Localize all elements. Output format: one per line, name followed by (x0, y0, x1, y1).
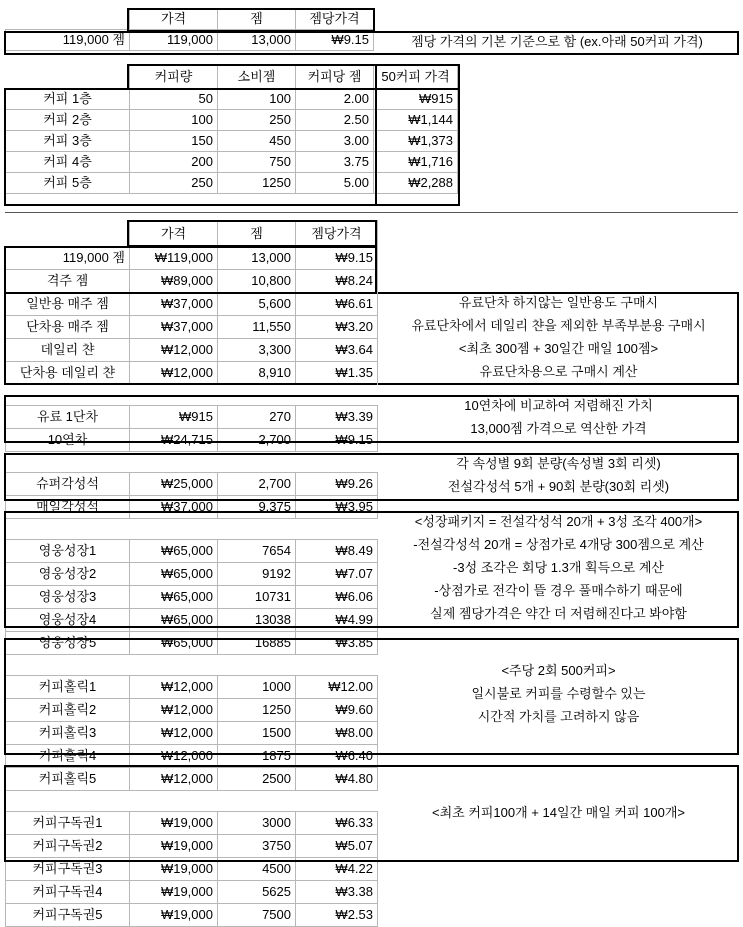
price-cell: ₩119,000 (130, 247, 218, 270)
row-label: 커피구독권1 (6, 812, 130, 835)
coffee-amount-cell: 150 (130, 131, 218, 152)
table-row (6, 858, 378, 881)
price-cell: ₩89,000 (130, 270, 218, 293)
gem-cell: 10,800 (218, 270, 296, 293)
gem-cell: 3000 (218, 812, 296, 835)
gem-cell: 2500 (218, 768, 296, 791)
row-label: 영웅성장3 (6, 586, 130, 609)
gem-cell: 7500 (218, 904, 296, 927)
table-row (6, 768, 378, 791)
row-label: 데일리 챤 (6, 339, 130, 362)
note-text: <최초 커피100개 + 14일간 매일 커피 100개> (432, 805, 685, 820)
per-gem-cell: ₩9.26 (296, 473, 378, 496)
note-text: <최초 300젬 + 30일간 매일 100젬> (458, 341, 659, 356)
price-cell: 119,000 (130, 30, 218, 51)
per-gem-cell: ₩3.95 (296, 496, 378, 519)
row-label: 119,000 젬 (6, 30, 130, 51)
row-label: 커피홀릭2 (6, 699, 130, 722)
table-row (6, 676, 378, 699)
coffee50-price-cell: ₩915 (374, 89, 458, 110)
column-header: 가격 (130, 9, 218, 30)
price-cell: ₩65,000 (130, 563, 218, 586)
row-label: 커피구독권4 (6, 881, 130, 904)
price-cell: ₩12,000 (130, 745, 218, 768)
price-cell: ₩12,000 (130, 339, 218, 362)
gem-cost-cell: 1250 (218, 173, 296, 194)
gem-per-coffee-cell: 3.00 (296, 131, 374, 152)
note-text: 시간적 가치를 고려하지 않음 (477, 709, 640, 724)
table-row (6, 632, 378, 655)
per-gem-cell: ₩9.60 (296, 699, 378, 722)
table-row (6, 89, 458, 110)
price-cell: ₩37,000 (130, 316, 218, 339)
column-header: 젬 (218, 9, 296, 30)
table-row (6, 316, 378, 339)
row-label: 커피구독권3 (6, 858, 130, 881)
table-row (6, 429, 378, 452)
note-text: 유료단차에서 데일리 챤을 제외한 부족부분용 구매시 (411, 318, 706, 333)
note-text: 유료단차용으로 구매시 계산 (479, 364, 638, 379)
table-row (6, 699, 378, 722)
row-label: 격주 젬 (6, 270, 130, 293)
note-text: -전설각성석 20개 = 상점가로 4개당 300젬으로 계산 (413, 537, 704, 552)
row-label: 커피홀릭3 (6, 722, 130, 745)
per-gem-cell: ₩3.20 (296, 316, 378, 339)
table-row (6, 586, 378, 609)
column-header: 50커피 가격 (374, 65, 458, 89)
per-gem-cell: ₩8.00 (296, 722, 378, 745)
table-row (6, 173, 458, 194)
table-row (6, 745, 378, 768)
note-text: <성장패키지 = 전설각성석 20개 + 3성 조각 400개> (414, 514, 703, 529)
per-gem-cell: ₩3.39 (296, 406, 378, 429)
per-gem-cell: ₩1.35 (296, 362, 378, 385)
header-blank (6, 221, 130, 247)
table-row (6, 406, 378, 429)
per-gem-cell: ₩2.53 (296, 904, 378, 927)
per-gem-cell: ₩9.15 (296, 247, 378, 270)
note-text: 10연차에 비교하여 저렴해진 가치 (464, 398, 653, 413)
per-gem-cell: ₩4.80 (296, 768, 378, 791)
price-cell: ₩19,000 (130, 881, 218, 904)
gem-cost-cell: 750 (218, 152, 296, 173)
gem-value-table (5, 220, 378, 927)
note-text: 일시불로 커피를 수령할수 있는 (471, 686, 646, 701)
row-label: 커피 3층 (6, 131, 130, 152)
gem-cell: 2,700 (218, 429, 296, 452)
row-label: 단차용 데일리 챤 (6, 362, 130, 385)
per-gem-cell: ₩6.06 (296, 586, 378, 609)
row-label: 단차용 매주 젬 (6, 316, 130, 339)
header-blank (6, 65, 130, 89)
table-row (6, 362, 378, 385)
gem-cell: 13,000 (218, 30, 296, 51)
table-row (6, 812, 378, 835)
coffee50-price-cell: ₩1,373 (374, 131, 458, 152)
price-cell: ₩19,000 (130, 812, 218, 835)
row-label: 영웅성장2 (6, 563, 130, 586)
table-row (6, 152, 458, 173)
per-gem-cell: ₩8.24 (296, 270, 378, 293)
coffee-amount-cell: 200 (130, 152, 218, 173)
row-label: 119,000 젬 (6, 247, 130, 270)
gem-cell: 9,375 (218, 496, 296, 519)
per-gem-cell: ₩6.61 (296, 293, 378, 316)
gem-cell: 2,700 (218, 473, 296, 496)
table-row (6, 110, 458, 131)
price-cell: ₩65,000 (130, 609, 218, 632)
per-gem-cell: ₩8.49 (296, 540, 378, 563)
gem-cell: 3750 (218, 835, 296, 858)
note-text: 전설각성석 5개 + 90회 분량(30회 리셋) (447, 479, 670, 494)
gem-cell: 3,300 (218, 339, 296, 362)
note-text: 각 속성별 9회 분량(속성별 3회 리셋) (456, 456, 661, 471)
gem-cell: 9192 (218, 563, 296, 586)
note-text: <주당 2회 500커피> (501, 663, 616, 678)
note-text: -상점가로 전각이 뜰 경우 풀매수하기 때문에 (434, 583, 683, 598)
per-gem-cell: ₩4.22 (296, 858, 378, 881)
header-blank (6, 9, 130, 30)
coffee-amount-cell: 250 (130, 173, 218, 194)
gem-cell: 11,550 (218, 316, 296, 339)
per-gem-cell: ₩6.40 (296, 745, 378, 768)
coffee50-price-cell: ₩1,144 (374, 110, 458, 131)
table-row (6, 339, 378, 362)
column-header: 가격 (130, 221, 218, 247)
gem-cell: 13038 (218, 609, 296, 632)
gem-cost-cell: 100 (218, 89, 296, 110)
table-row (6, 30, 374, 51)
per-gem-cell: ₩5.07 (296, 835, 378, 858)
per-gem-cell: ₩3.85 (296, 632, 378, 655)
row-label: 매일각성석 (6, 496, 130, 519)
per-gem-cell: ₩9.15 (296, 429, 378, 452)
gem-cell: 270 (218, 406, 296, 429)
gem-cell: 7654 (218, 540, 296, 563)
gem-cell: 5625 (218, 881, 296, 904)
price-cell: ₩65,000 (130, 540, 218, 563)
row-label: 영웅성장1 (6, 540, 130, 563)
price-cell: ₩12,000 (130, 768, 218, 791)
price-cell: ₩12,000 (130, 699, 218, 722)
gem-cell: 5,600 (218, 293, 296, 316)
table-row (6, 270, 378, 293)
row-label: 커피 5층 (6, 173, 130, 194)
per-gem-cell: ₩3.38 (296, 881, 378, 904)
table-row (6, 496, 378, 519)
gem-per-coffee-cell: 2.50 (296, 110, 374, 131)
column-header: 젬당가격 (296, 9, 374, 30)
gem-cell: 16885 (218, 632, 296, 655)
row-label: 커피구독권5 (6, 904, 130, 927)
row-label: 유료 1단차 (6, 406, 130, 429)
gem-cell: 1250 (218, 699, 296, 722)
note-text: 13,000젬 가격으로 역산한 가격 (470, 421, 647, 436)
per-gem-cell: ₩12.00 (296, 676, 378, 699)
base-price-note: 젬당 가격의 기본 기준으로 함 (ex.아래 50커피 가격) (411, 34, 703, 49)
note-text: -3성 조각은 회당 1.3개 획득으로 계산 (453, 560, 664, 575)
gem-cell: 10731 (218, 586, 296, 609)
price-cell: ₩19,000 (130, 904, 218, 927)
coffee-tier-table (5, 64, 458, 194)
price-cell: ₩19,000 (130, 858, 218, 881)
gem-cell: 13,000 (218, 247, 296, 270)
price-cell: ₩24,715 (130, 429, 218, 452)
row-label: 커피구독권2 (6, 835, 130, 858)
price-cell: ₩12,000 (130, 362, 218, 385)
price-cell: ₩65,000 (130, 632, 218, 655)
section-divider (5, 212, 738, 213)
table-row (6, 609, 378, 632)
row-label: 커피 1층 (6, 89, 130, 110)
gem-cell: 1875 (218, 745, 296, 768)
coffee-amount-cell: 100 (130, 110, 218, 131)
price-cell: ₩915 (130, 406, 218, 429)
table-row (6, 473, 378, 496)
table-header-row (6, 221, 378, 247)
coffee-amount-cell: 50 (130, 89, 218, 110)
row-label: 영웅성장4 (6, 609, 130, 632)
per-gem-cell: ₩6.33 (296, 812, 378, 835)
price-cell: ₩25,000 (130, 473, 218, 496)
column-header: 커피량 (130, 65, 218, 89)
gem-per-coffee-cell: 3.75 (296, 152, 374, 173)
note-text: 유료단차 하지않는 일반용도 구매시 (458, 295, 659, 310)
note-text: 실제 젬당가격은 약간 더 저렴해진다고 봐야함 (430, 606, 687, 621)
table-header-row (6, 65, 458, 89)
table-row (6, 835, 378, 858)
gem-cell: 8,910 (218, 362, 296, 385)
price-cell: ₩37,000 (130, 496, 218, 519)
price-cell: ₩19,000 (130, 835, 218, 858)
price-cell: ₩12,000 (130, 676, 218, 699)
row-label: 10연차 (6, 429, 130, 452)
coffee50-price-cell: ₩2,288 (374, 173, 458, 194)
table-row (6, 722, 378, 745)
column-header: 커피당 젬 (296, 65, 374, 89)
gem-per-coffee-cell: 2.00 (296, 89, 374, 110)
per-gem-cell: ₩7.07 (296, 563, 378, 586)
column-header: 젬당가격 (296, 221, 378, 247)
price-cell: ₩12,000 (130, 722, 218, 745)
price-cell: ₩65,000 (130, 586, 218, 609)
per-gem-cell: ₩3.64 (296, 339, 378, 362)
table-header-row (6, 9, 374, 30)
base-price-table (5, 8, 374, 51)
row-label: 슈퍼각성석 (6, 473, 130, 496)
price-cell: ₩37,000 (130, 293, 218, 316)
table-row (6, 131, 458, 152)
table-row (6, 563, 378, 586)
table-row (6, 904, 378, 927)
per-gem-cell: ₩9.15 (296, 30, 374, 51)
gem-cell: 4500 (218, 858, 296, 881)
row-label: 커피홀릭4 (6, 745, 130, 768)
row-label: 커피 4층 (6, 152, 130, 173)
table-row (6, 247, 378, 270)
table-row (6, 881, 378, 904)
row-label: 커피홀릭5 (6, 768, 130, 791)
coffee50-price-cell: ₩1,716 (374, 152, 458, 173)
gem-cell: 1500 (218, 722, 296, 745)
table-row (6, 293, 378, 316)
column-header: 젬 (218, 221, 296, 247)
row-label: 영웅성장5 (6, 632, 130, 655)
gem-cost-cell: 250 (218, 110, 296, 131)
gem-per-coffee-cell: 5.00 (296, 173, 374, 194)
gem-cell: 1000 (218, 676, 296, 699)
gem-cost-cell: 450 (218, 131, 296, 152)
row-label: 일반용 매주 젬 (6, 293, 130, 316)
row-label: 커피 2층 (6, 110, 130, 131)
per-gem-cell: ₩4.99 (296, 609, 378, 632)
table-row (6, 540, 378, 563)
column-header: 소비젬 (218, 65, 296, 89)
row-label: 커피홀릭1 (6, 676, 130, 699)
